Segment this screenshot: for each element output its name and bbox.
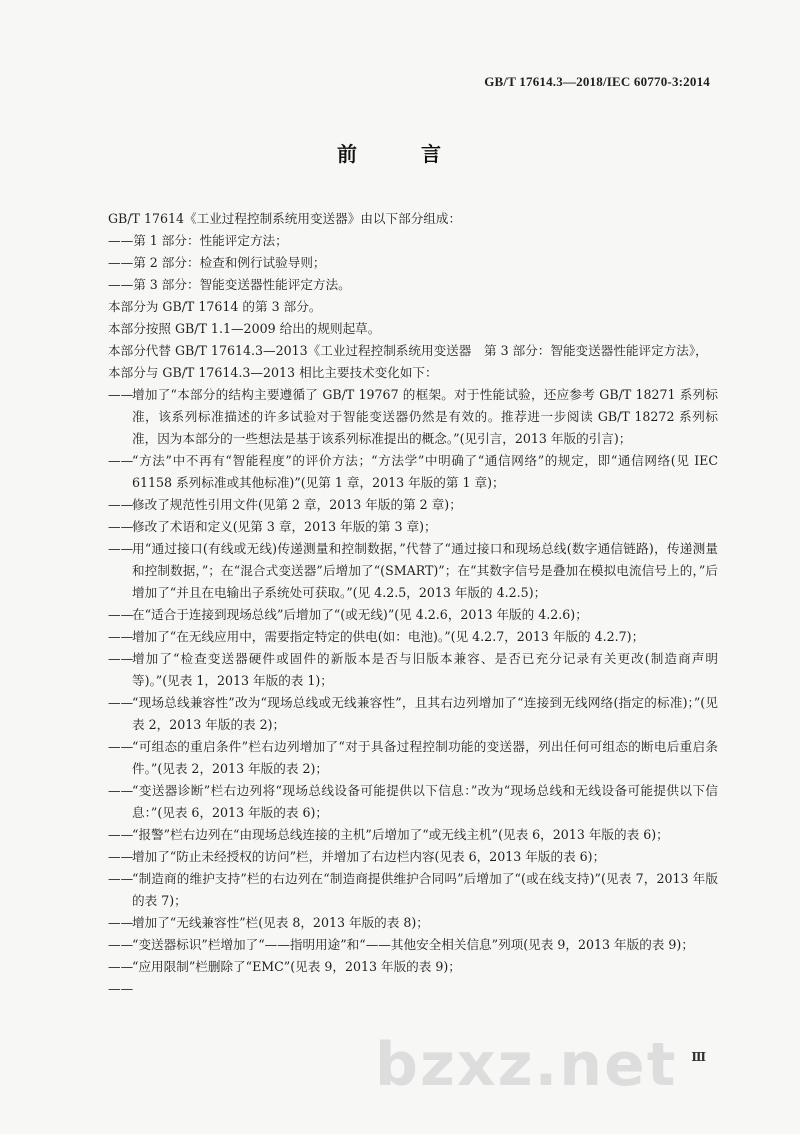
paragraph: 本部分为 GB/T 17614 的第 3 部分。 xyxy=(108,299,322,314)
change-text: 修改了规范性引用文件(见第 2 章，2013 年版的第 2 章)； xyxy=(132,497,462,512)
page-number: Ⅲ xyxy=(691,1050,706,1064)
change-text: 增加了“防止未经授权的访问”栏，并增加了右边栏内容(见表 6，2013 年版的表 6)； xyxy=(132,849,606,864)
change-text: “可组态的重启条件”栏右边列增加了“对于具备过程控制功能的变送器，列出任何可组态的断电后重启条件。”(见表 2，2013 年版的表 2)； xyxy=(132,739,718,776)
dash-marker: —— xyxy=(108,519,134,534)
change-list-item xyxy=(108,626,718,648)
change-text: 在“适合于连接到现场总线”后增加了“(或无线)”(见 4.2.6，2013 年版的 4.2.6)； xyxy=(132,607,588,622)
change-list-item xyxy=(108,824,718,846)
dash-marker: —— xyxy=(108,497,134,512)
dash-marker: —— xyxy=(108,981,134,996)
paragraph: ——第 2 部分：检查和例行试验导则； xyxy=(108,255,326,270)
change-text: 修改了术语和定义(见第 3 章，2013 年版的第 3 章)； xyxy=(132,519,437,534)
document-body xyxy=(108,208,718,996)
change-list-item xyxy=(108,604,718,626)
change-list-item xyxy=(108,538,718,604)
paragraph: 本部分代替 GB/T 17614.3—2013《工业过程控制系统用变送器 第 3 部分：智能变送器性能评定方法》，本部分与 GB/T 17614.3—2013 相比主要技术变化如下： xyxy=(108,343,708,380)
change-text: “现场总线兼容性”改为“现场总线或无线兼容性”，且其右边列增加了“连接到无线网络(指定的标准)；”(见表 2，2013 年版的表 2)； xyxy=(132,695,718,732)
dash-marker: —— xyxy=(108,629,134,644)
dash-marker: —— xyxy=(108,915,134,930)
change-text: 增加了“无线兼容性”栏(见表 8，2013 年版的表 8)； xyxy=(132,915,429,930)
dash-marker: —— xyxy=(108,937,134,952)
change-list-item xyxy=(108,846,718,868)
dash-marker: —— xyxy=(108,849,134,864)
change-list-item xyxy=(108,868,718,912)
dash-marker: —— xyxy=(108,651,134,666)
change-list-item xyxy=(108,934,718,956)
change-text: 用“通过接口(有线或无线)传递测量和控制数据，”代替了“通过接口和现场总线(数字通信链路)，传递测量和控制数据，”；在“混合式变送器”后增加了“(SMART)”；在“其数字信号是叠加在模拟电流信号上的，”后增加了“并且在电输出子系统处可获取。”(见 4.2.5，2013 年版的 4.2.5)； xyxy=(132,541,718,600)
dash-marker: —— xyxy=(108,453,134,468)
change-text: 增加了“在无线应用中，需要指定特定的供电(如：电池)。”(见 4.2.7，2013 年版的 4.2.7)； xyxy=(132,629,645,644)
paragraph: ——第 1 部分：性能评定方法； xyxy=(108,233,288,248)
dash-marker: —— xyxy=(108,739,134,754)
change-list-item xyxy=(108,956,718,978)
dash-marker: —— xyxy=(108,783,134,798)
paragraph: ——第 3 部分：智能变送器性能评定方法。 xyxy=(108,277,351,292)
dash-marker: —— xyxy=(108,827,134,842)
dash-marker: —— xyxy=(108,871,134,886)
change-list-item xyxy=(108,450,718,494)
watermark: bzxz.net xyxy=(375,1030,678,1100)
standard-code-header: GB/T 17614.3—2018/IEC 60770-3:2014 xyxy=(484,74,710,89)
change-list-item xyxy=(108,692,718,736)
change-text: “变送器标识”栏增加了“——指明用途”和“——其他安全相关信息”列项(见表 9，2013 年版的表 9)； xyxy=(132,937,694,952)
change-list-item xyxy=(108,648,718,692)
paragraph: GB/T 17614《工业过程控制系统用变送器》由以下部分组成： xyxy=(108,211,462,226)
paragraph: 本部分按照 GB/T 1.1—2009 给出的规则起草。 xyxy=(108,321,381,336)
change-text: 增加了“检查变送器硬件或固件的新版本是否与旧版本兼容、是否已充分记录有关更改(制造商声明等)。”(见表 1，2013 年版的表 1)； xyxy=(132,651,718,688)
page-title: 前 言 xyxy=(337,142,463,166)
dash-marker: —— xyxy=(108,695,134,710)
change-text: “制造商的维护支持”栏的右边列在“制造商提供维护合同吗”后增加了“(或在线支持)”(见表 7，2013 年版的表 7)； xyxy=(132,871,718,908)
change-list-item xyxy=(108,736,718,780)
dash-marker: —— xyxy=(108,541,134,556)
dash-marker: —— xyxy=(108,607,134,622)
change-text: “应用限制”栏删除了“EMC”(见表 9，2013 年版的表 9)； xyxy=(132,959,461,974)
change-list-item xyxy=(108,494,718,516)
change-list-item xyxy=(108,780,718,824)
change-text: “方法”中不再有“智能程度”的评价方法；“方法学”中明确了“通信网络”的规定，即“通信网络(见 IEC 61158 系列标准或其他标准)”(见第 1 章，2013 年版的第 1 章)； xyxy=(132,453,718,490)
dash-marker: —— xyxy=(108,959,134,974)
dash-marker: —— xyxy=(108,387,134,402)
change-text: 增加了“本部分的结构主要遵循了 GB/T 19767 的框架。对于性能试验，还应参考 GB/T 18271 系列标准，该系列标准描述的许多试验对于智能变送器仍然是有效的。推荐进一步阅读 GB/T 18272 系列标准，因为本部分的一些想法是基于该系列标准提出的概念。”(见引言，2013 年版的引言)； xyxy=(132,387,718,446)
change-text: “变送器诊断”栏右边列将“现场总线设备可能提供以下信息：”改为“现场总线和无线设备可能提供以下信息：”(见表 6，2013 年版的表 6)； xyxy=(132,783,718,820)
change-list-item xyxy=(108,384,718,450)
change-list-item xyxy=(108,912,718,934)
change-list-item xyxy=(108,516,718,538)
change-text: “报警”栏右边列在“由现场总线连接的主机”后增加了“或无线主机”(见表 6，2013 年版的表 6)； xyxy=(132,827,669,842)
